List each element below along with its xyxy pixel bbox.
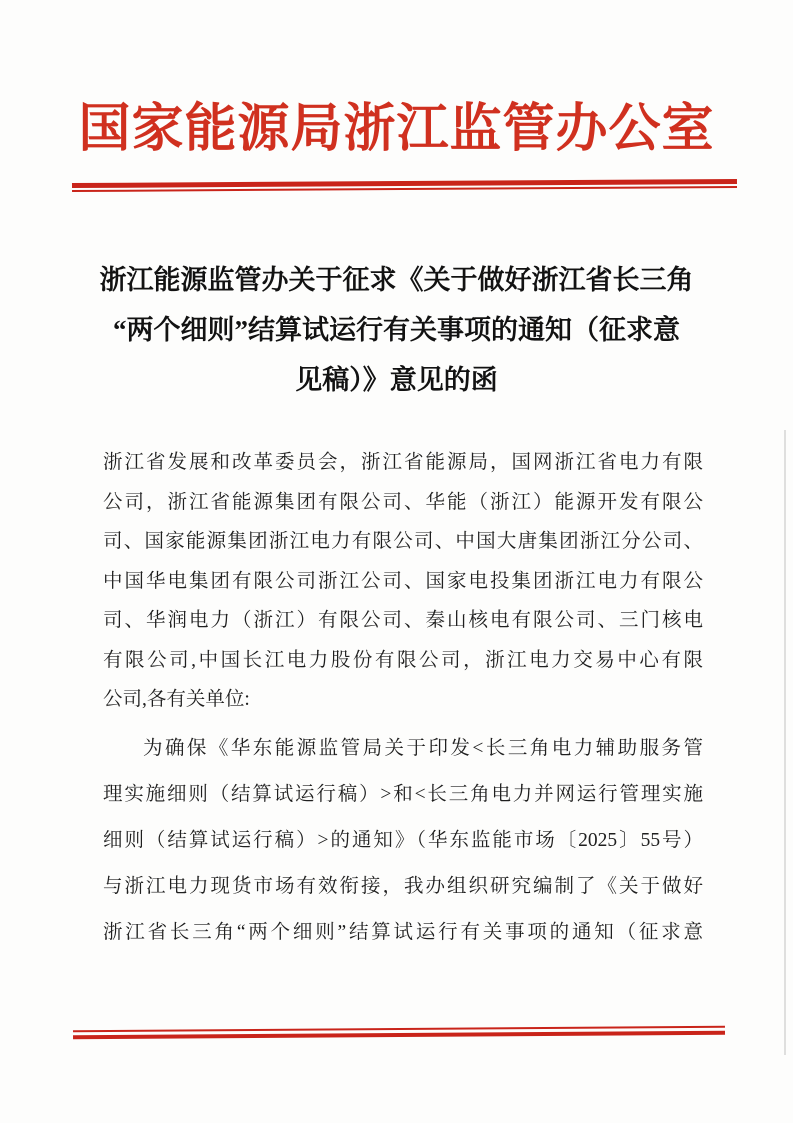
footer-divider [73, 1026, 725, 1040]
body-paragraph [103, 443, 703, 720]
letterhead-title: 国家能源局浙江监管办公室 [78, 101, 715, 158]
body-text-line: 理实施细则（结算试运行稿）>和<长三角电力并网运行管理实施 [103, 783, 703, 805]
body-text-line: 公司,各有关单位: [103, 689, 250, 710]
document-body [103, 443, 703, 956]
body-text-line: 浙江省长三角“两个细则”结算试运行有关事项的通知（征求意 [103, 921, 703, 943]
letterhead-divider [72, 179, 737, 192]
document-title-line: 浙江能源监管办关于征求《关于做好浙江省长三角 [99, 265, 694, 295]
body-text-line: 浙江省发展和改革委员会，浙江省能源局，国网浙江省电力有限 [103, 452, 703, 473]
body-text-line: 有限公司,中国长江电力股份有限公司，浙江电力交易中心有限 [103, 649, 703, 671]
body-text-line: 细则（结算试运行稿）>的通知》（华东监能市场〔2025〕55号） [103, 829, 703, 851]
body-text-line: 与浙江电力现货市场有效衔接，我办组织研究编制了《关于做好 [103, 875, 703, 897]
body-paragraph [103, 726, 703, 956]
body-text-line: 中国华电集团有限公司浙江公司、国家电投集团浙江电力有限公 [103, 570, 703, 592]
body-text-line: 司、国家能源集团浙江电力有限公司、中国大唐集团浙江分公司、 [103, 531, 703, 552]
body-text-line: 公司，浙江省能源集团有限公司、华能（浙江）能源开发有限公 [103, 491, 703, 513]
document-title-line: 见稿）》意见的函 [295, 365, 498, 395]
body-text-line: 司、华润电力（浙江）有限公司、秦山核电有限公司、三门核电 [103, 610, 703, 631]
document-title [88, 255, 705, 405]
document-title-line: “两个细则”结算试运行有关事项的通知（征求意 [113, 315, 680, 345]
body-text-line: 为确保《华东能源监管局关于印发<长三角电力辅助服务管 [143, 737, 703, 759]
scan-edge-artifact [784, 430, 786, 1055]
